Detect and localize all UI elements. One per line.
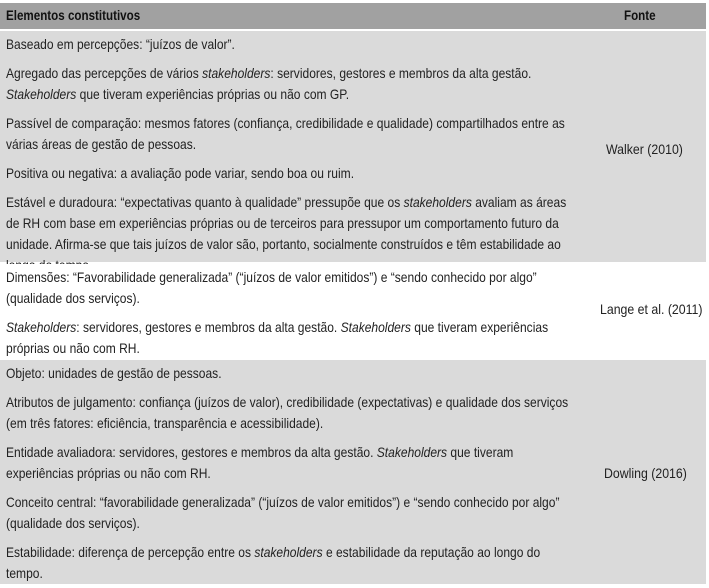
text-segment: Agregado das percepções de vários xyxy=(6,65,203,81)
table-group-lange xyxy=(0,264,706,358)
text-segment: Estável e duradoura: “expectativas quanto à qualidade” pressupõe que os xyxy=(6,194,404,210)
text-segment: : servidores, gestores e membros da alta gestão. xyxy=(270,65,532,81)
element-item-line xyxy=(6,492,560,513)
text-segment: experiências próprias ou não com RH. xyxy=(6,465,211,481)
source-cell: Dowling (2016) xyxy=(604,465,687,481)
text-segment: (qualidade dos serviços). xyxy=(6,515,140,531)
text-segment: Atributos de julgamento: confiança (juízos de valor), credibilidade (expectativas) e qualidade dos serviços xyxy=(6,394,569,410)
element-item-line xyxy=(6,363,517,384)
element-item xyxy=(6,492,600,534)
text-segment: Entidade avaliadora: servidores, gestores e membros da alta gestão. xyxy=(6,444,377,460)
source-cell: Lange et al. (2011) xyxy=(600,301,703,317)
element-item-line xyxy=(6,513,517,534)
element-item xyxy=(6,442,600,484)
text-segment: Estabilidade: diferença de percepção entre os xyxy=(6,544,255,560)
element-item-line xyxy=(6,163,517,184)
header-elements-constitutivos: Elementos constitutivos xyxy=(6,8,141,23)
italic-term: Stakeholders xyxy=(6,319,77,335)
element-item-line xyxy=(6,463,517,484)
element-item xyxy=(6,34,600,55)
table-group-dowling xyxy=(0,360,706,584)
element-item-line xyxy=(6,267,537,288)
element-item xyxy=(6,317,600,359)
element-item-line xyxy=(6,134,517,155)
element-item xyxy=(6,392,600,434)
text-segment: Positiva ou negativa: a avaliação pode variar, sendo boa ou ruim. xyxy=(6,165,355,181)
text-segment: Passível de comparação: mesmos fatores (confiança, credibilidade e qualidade) compartilhados entre as xyxy=(6,115,565,131)
source-cell: Walker (2010) xyxy=(606,141,683,157)
text-segment: (qualidade dos serviços). xyxy=(6,290,140,306)
element-item-line xyxy=(6,192,567,213)
text-segment: que tiveram experiências próprias ou não com GP. xyxy=(76,86,350,102)
text-segment: tempo. xyxy=(6,565,43,581)
elements-cell xyxy=(0,360,600,588)
element-item xyxy=(6,363,600,384)
element-item xyxy=(6,63,600,105)
element-item xyxy=(6,267,600,309)
element-item xyxy=(6,542,600,584)
elements-cell xyxy=(0,264,600,363)
element-item xyxy=(6,113,600,155)
element-item-line xyxy=(6,63,532,84)
element-item-line xyxy=(6,442,517,463)
text-segment: Baseado em percepções: “juízos de valor”. xyxy=(6,36,235,52)
text-segment: que tiveram xyxy=(447,444,514,460)
element-item-line xyxy=(6,317,549,338)
element-item-line xyxy=(6,563,517,584)
element-item-line xyxy=(6,413,517,434)
text-segment: (em três fatores: eficiência, transparência e acessibilidade). xyxy=(6,415,324,431)
element-item-line xyxy=(6,84,517,105)
text-segment: Dimensões: “Favorabilidade generalizada” (“juízos de valor emitidos”) e “sendo conhecido por algo” xyxy=(6,269,537,285)
text-segment: de RH com base em experiências próprias ou de terceiros para pressupor um comportamento futuro da xyxy=(6,215,559,231)
header-fonte: Fonte xyxy=(624,8,656,23)
table-header xyxy=(0,3,706,29)
elements-cell xyxy=(0,31,600,280)
element-item-line xyxy=(6,234,561,255)
italic-term: stakeholders xyxy=(403,194,472,210)
text-segment: Objeto: unidades de gestão de pessoas. xyxy=(6,365,222,381)
element-item-line xyxy=(6,213,559,234)
text-segment: unidade. Afirma-se que tais juízos de valor são, portanto, socialmente construídos e têm estabilidade ao xyxy=(6,236,561,252)
text-segment: avaliam as áreas xyxy=(471,194,567,210)
text-segment: próprias ou não com RH. xyxy=(6,340,140,356)
italic-term: Stakeholders xyxy=(376,444,448,460)
reputation-elements-table xyxy=(0,3,706,586)
element-item-line xyxy=(6,392,569,413)
italic-term: Stakeholders xyxy=(340,319,411,335)
text-segment: que tiveram experiências xyxy=(410,319,549,335)
text-segment: e estabilidade da reputação ao longo do xyxy=(322,544,541,560)
element-item-line xyxy=(6,34,517,55)
italic-term: stakeholders xyxy=(202,65,271,81)
italic-term: stakeholders xyxy=(254,544,323,560)
text-segment: várias áreas de gestão de pessoas. xyxy=(6,136,197,152)
text-segment: : servidores, gestores e membros da alta gestão. xyxy=(76,319,341,335)
italic-term: Stakeholders xyxy=(6,86,77,102)
element-item-line xyxy=(6,542,541,563)
table-group-walker xyxy=(0,31,706,262)
element-item-line xyxy=(6,113,565,134)
element-item-line xyxy=(6,288,517,309)
element-item-line xyxy=(6,338,517,359)
text-segment: Conceito central: “favorabilidade generalizada” (“juízos de valor emitidos”) e “sendo conhecido por algo” xyxy=(6,494,560,510)
element-item xyxy=(6,163,600,184)
